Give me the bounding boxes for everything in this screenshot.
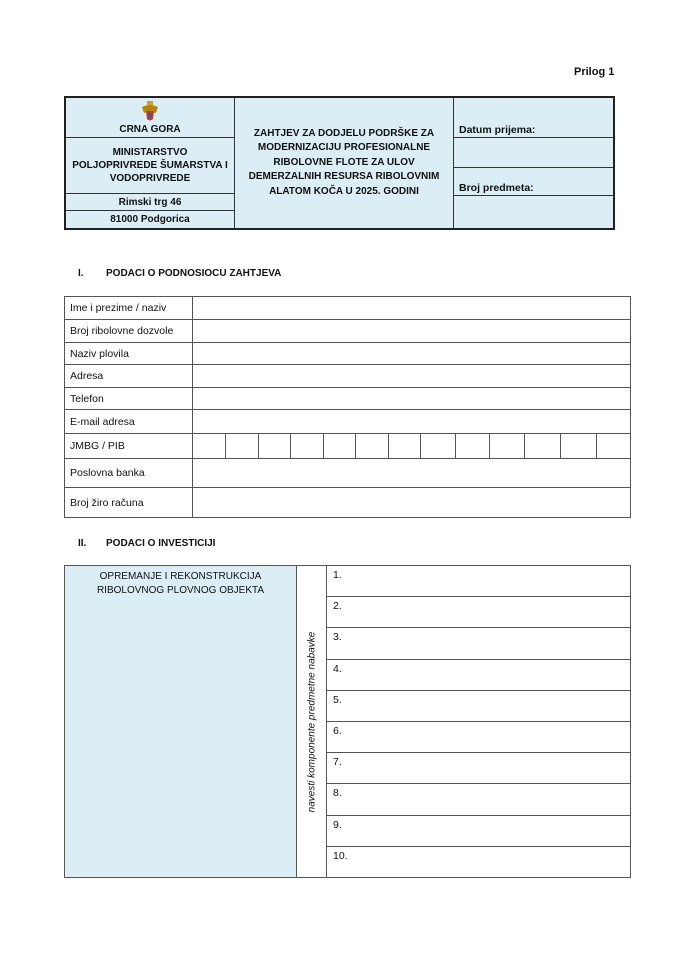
row-label: Adresa — [65, 365, 193, 388]
investment-item[interactable]: 7. — [327, 753, 630, 784]
office-use-block — [454, 98, 613, 228]
digit-box[interactable] — [355, 434, 388, 458]
name-field[interactable] — [193, 297, 631, 320]
row-label: Poslovna banka — [65, 459, 193, 488]
attachment-label: Prilog 1 — [574, 66, 615, 78]
investment-item[interactable]: 8. — [327, 784, 630, 815]
jmbg-pib-field[interactable] — [193, 434, 631, 459]
vertical-note-column — [297, 566, 327, 877]
bank-field[interactable] — [193, 459, 631, 488]
account-number-field[interactable] — [193, 488, 631, 518]
investment-category — [65, 566, 297, 877]
investment-category-label: OPREMANJE I REKONSTRUKCIJA RIBOLOVNOG PLOVNOG OBJEKTA — [96, 571, 265, 596]
form-header — [64, 96, 615, 230]
email-field[interactable] — [193, 410, 631, 434]
digit-box[interactable] — [258, 434, 290, 458]
table-row — [65, 297, 631, 320]
investment-items — [327, 566, 630, 877]
case-number-label: Broj predmeta: — [454, 168, 613, 196]
digit-box[interactable] — [455, 434, 489, 458]
row-label: Ime i prezime / naziv — [65, 297, 193, 320]
ministry-name: MINISTARSTVO POLJOPRIVREDE ŠUMARSTVA I VODOPRIVREDE — [66, 138, 234, 194]
investment-item[interactable]: 3. — [327, 628, 630, 659]
digit-box[interactable] — [560, 434, 596, 458]
digit-box[interactable] — [323, 434, 355, 458]
row-label: JMBG / PIB — [65, 434, 193, 459]
row-label: Naziv plovila — [65, 343, 193, 365]
table-row — [65, 410, 631, 434]
street-address: Rimski trg 46 — [66, 194, 234, 211]
digit-box[interactable] — [596, 434, 630, 458]
table-row — [65, 459, 631, 488]
country-name: CRNA GORA — [119, 124, 181, 135]
table-row — [65, 365, 631, 388]
coat-of-arms-icon — [141, 101, 159, 123]
vertical-note: navesti komponente predmetne nabavke — [306, 631, 317, 812]
coat-of-arms-row — [66, 98, 234, 138]
section-1-title: PODACI O PODNOSIOCU ZAHTJEVA — [106, 268, 282, 279]
table-row — [65, 343, 631, 365]
section-2-number: II. — [78, 538, 87, 549]
section-2-title: PODACI O INVESTICIJI — [106, 538, 216, 549]
case-number-field[interactable] — [454, 196, 613, 228]
table-row — [65, 434, 631, 459]
form-title: ZAHTJEV ZA DODJELU PODRŠKE ZA MODERNIZACIJU PROFESIONALNE RIBOLOVNE FLOTE ZA ULOV DEMERZALNIH RESURSA RIBOLOVNIM ALATOM KOČA U 2025. GODINI — [235, 98, 454, 228]
applicant-table — [64, 296, 631, 518]
section-1-heading — [78, 268, 281, 279]
investment-item[interactable]: 5. — [327, 691, 630, 722]
digit-box[interactable] — [489, 434, 524, 458]
digit-box[interactable] — [388, 434, 420, 458]
digit-box[interactable] — [290, 434, 323, 458]
table-row — [65, 488, 631, 518]
table-row — [65, 320, 631, 343]
digit-box[interactable] — [524, 434, 560, 458]
investment-item[interactable]: 6. — [327, 722, 630, 753]
phone-field[interactable] — [193, 388, 631, 410]
investment-item[interactable]: 10. — [333, 849, 348, 862]
section-1-number: I. — [78, 268, 84, 279]
institution-block — [66, 98, 235, 228]
vessel-name-field[interactable] — [193, 343, 631, 365]
jmbg-digit-boxes — [193, 434, 630, 458]
row-label: Broj žiro računa — [65, 488, 193, 518]
received-date-field[interactable] — [454, 138, 613, 168]
row-label: Broj ribolovne dozvole — [65, 320, 193, 343]
investment-item[interactable]: 2. — [327, 597, 630, 628]
row-label: Telefon — [65, 388, 193, 410]
city-address: 81000 Podgorica — [110, 214, 190, 225]
investment-table — [64, 565, 631, 878]
investment-item[interactable]: 1. — [327, 566, 630, 597]
fishing-license-field[interactable] — [193, 320, 631, 343]
received-date-label: Datum prijema: — [454, 98, 613, 138]
section-2-heading — [78, 538, 215, 549]
digit-box[interactable] — [420, 434, 455, 458]
digit-box[interactable] — [225, 434, 258, 458]
investment-item[interactable]: 9. — [327, 816, 630, 847]
table-row — [65, 388, 631, 410]
investment-item[interactable]: 4. — [327, 660, 630, 691]
address-field[interactable] — [193, 365, 631, 388]
row-label: E-mail adresa — [65, 410, 193, 434]
digit-box[interactable] — [193, 434, 225, 458]
